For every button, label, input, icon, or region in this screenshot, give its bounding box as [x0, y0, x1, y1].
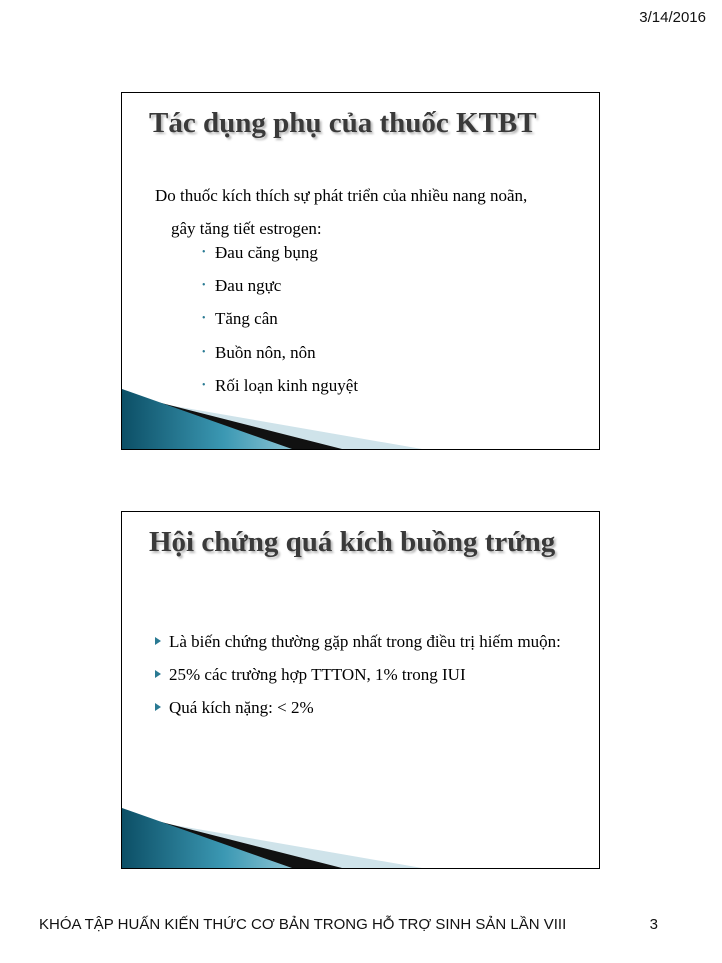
footer-text: KHÓA TẬP HUẤN KIẾN THỨC CƠ BẢN TRONG HỖ TRỢ SINH SẢN LẦN VIII	[39, 916, 567, 933]
list-item: Là biến chứng thường gặp nhất trong điều trị hiếm muộn:	[155, 625, 575, 658]
bullet-dot-icon: •	[202, 280, 206, 292]
arrow-bullet-icon	[155, 637, 161, 645]
list-item: 25% các trường hợp TTTON, 1% trong IUI	[155, 658, 575, 691]
bullet-dot-icon: •	[202, 379, 206, 391]
side-effect-list	[202, 236, 358, 402]
arrow-bullet-icon	[155, 703, 161, 711]
print-date: 3/14/2016	[639, 9, 706, 26]
slide-2-title: Hội chứng quá kích buồng trứng	[149, 526, 556, 558]
list-item: • Đau căng bụng	[202, 236, 358, 269]
list-item: • Tăng cân	[202, 302, 358, 335]
slide-2	[121, 511, 600, 869]
list-item: Quá kích nặng: < 2%	[155, 691, 575, 724]
ohss-list	[155, 625, 575, 724]
list-item: • Rối loạn kinh nguyệt	[202, 369, 358, 402]
bullet-dot-icon: •	[202, 247, 206, 258]
corner-decoration-icon	[122, 389, 422, 449]
list-item: • Buồn nôn, nôn	[202, 336, 358, 369]
corner-decoration-icon	[122, 808, 422, 868]
list-item: • Đau ngực	[202, 269, 358, 302]
slide-1-title: Tác dụng phụ của thuốc KTBT	[149, 107, 537, 139]
page-number: 3	[649, 916, 658, 933]
intro-line-1: Do thuốc kích thích sự phát triển của nhiều nang noãn,	[155, 186, 528, 205]
bullet-dot-icon: •	[202, 313, 206, 325]
slide-1	[121, 92, 600, 450]
intro-line-2: gây tăng tiết estrogen:	[171, 219, 322, 238]
arrow-bullet-icon	[155, 670, 161, 678]
bullet-dot-icon: •	[202, 346, 206, 358]
